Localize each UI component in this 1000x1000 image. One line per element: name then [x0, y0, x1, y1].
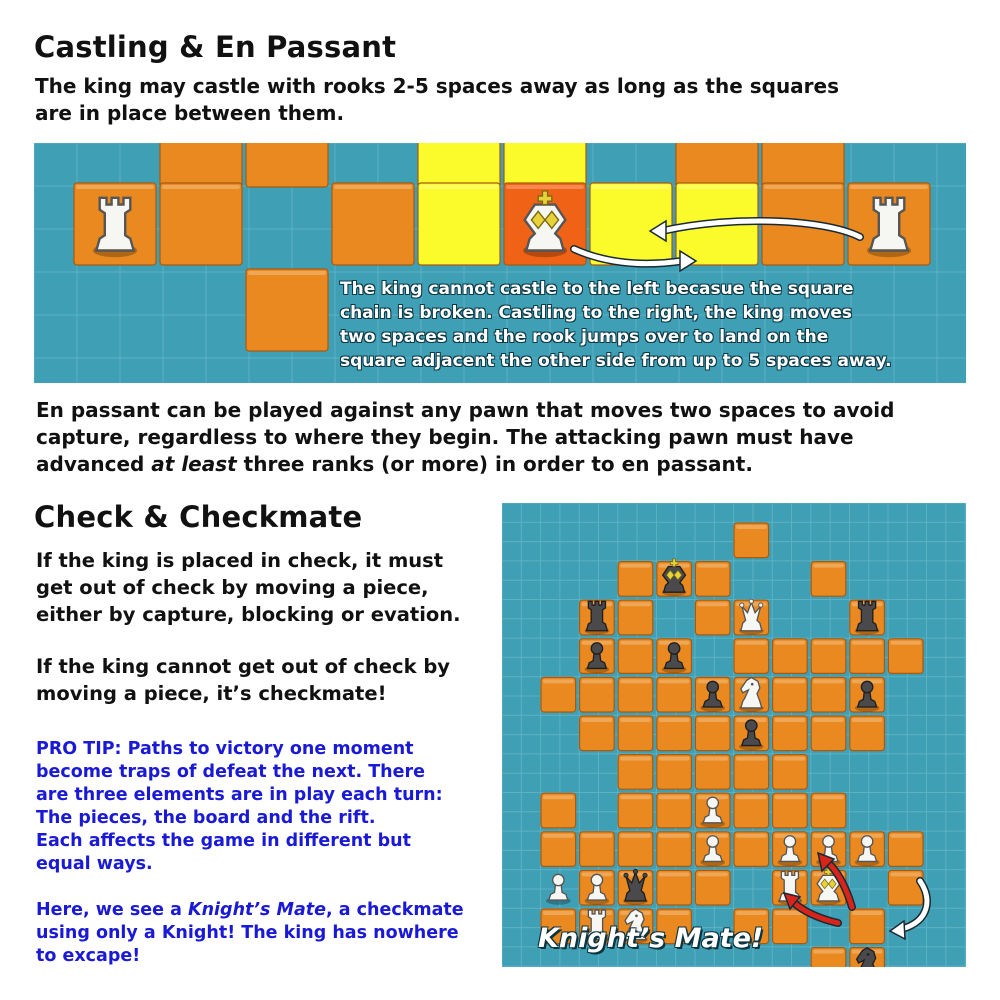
- board-square: [888, 639, 923, 674]
- board-square: [695, 562, 730, 597]
- board-square: [850, 716, 885, 751]
- board-square: [618, 793, 653, 828]
- board-square: [773, 716, 808, 751]
- board-square: [541, 832, 576, 867]
- board-square: [734, 523, 769, 558]
- board-square: [762, 143, 844, 187]
- emphasis-text: Knight’s Mate: [188, 900, 327, 920]
- board-square: [657, 793, 692, 828]
- checkmate-board: [502, 503, 966, 967]
- board-square: [418, 143, 500, 187]
- board-square: [504, 143, 586, 187]
- board-square: [811, 639, 846, 674]
- board-square: [618, 755, 653, 790]
- white-pawn-icon: [546, 874, 571, 904]
- board-square: [618, 562, 653, 597]
- caption-line: The king cannot castle to the left becasue the square: [340, 279, 854, 299]
- castling-intro: [35, 73, 839, 127]
- board-square: [734, 755, 769, 790]
- board-square: [618, 677, 653, 712]
- board-square: [590, 183, 672, 265]
- board-square: [734, 639, 769, 674]
- board-square: [418, 183, 500, 265]
- board-square: [811, 793, 846, 828]
- board-square: [618, 639, 653, 674]
- pro-tip-line: to excape!: [36, 946, 141, 966]
- board-square: [773, 793, 808, 828]
- board-square: [246, 269, 328, 351]
- emphasis-text: at least: [151, 452, 237, 476]
- board-square: [734, 793, 769, 828]
- board-square: [618, 600, 653, 635]
- board-square: [246, 143, 328, 187]
- board-square: [888, 832, 923, 867]
- pro-tip-line: become traps of defeat the next. There: [36, 762, 425, 782]
- pro-tip-line: using only a Knight! The king has nowhere: [36, 923, 459, 943]
- board-square: [811, 677, 846, 712]
- board-square: [773, 677, 808, 712]
- board-label: Knight’s Mate!: [538, 923, 764, 954]
- board-square: [580, 716, 615, 751]
- board-square: [811, 562, 846, 597]
- board-square: [811, 948, 846, 967]
- board-square: [541, 793, 576, 828]
- castling-heading: Castling & En Passant: [34, 30, 397, 64]
- board-square: [657, 677, 692, 712]
- board-square: [657, 870, 692, 905]
- castling-caption: [340, 277, 892, 373]
- board-square: [773, 909, 808, 944]
- pro-tip-line: The pieces, the board and the rift.: [36, 808, 376, 828]
- en-passant-text: [36, 397, 894, 478]
- castling-board: [34, 143, 966, 383]
- castling-intro-line: are in place between them.: [35, 101, 345, 125]
- checkmate-board-graphic: [502, 503, 966, 967]
- pro-tip-line: equal ways.: [36, 854, 153, 874]
- caption-line: chain is broken. Castling to the right, the king moves: [340, 303, 853, 323]
- board-square: [580, 677, 615, 712]
- board-square: [676, 143, 758, 187]
- check-paragraph-1: [36, 547, 461, 628]
- pro-tip-line: are three elements are in play each turn:: [36, 785, 443, 805]
- pro-tip: [36, 738, 464, 968]
- check-line: If the king is placed in check, it must: [36, 549, 444, 572]
- pro-tip-line: Each affects the game in different but: [36, 831, 411, 851]
- caption-line: two spaces and the rook jumps over to land on the: [340, 327, 829, 347]
- board-square: [657, 832, 692, 867]
- board-square: [160, 183, 242, 265]
- board-square: [695, 600, 730, 635]
- pro-tip-line: Here, we see a Knight’s Mate, a checkmate: [36, 900, 464, 920]
- board-square: [888, 870, 923, 905]
- pro-tip-line: PRO TIP: Paths to victory one moment: [36, 739, 414, 759]
- board-square: [773, 755, 808, 790]
- board-square: [695, 755, 730, 790]
- check-heading: Check & Checkmate: [34, 500, 363, 534]
- en-passant-line: advanced at least three ranks (or more) in order to en passant.: [36, 452, 753, 476]
- castling-intro-line: The king may castle with rooks 2-5 spaces away as long as the squares: [35, 74, 840, 98]
- board-square: [850, 909, 885, 944]
- board-square: [695, 870, 730, 905]
- board-square: [734, 832, 769, 867]
- en-passant-line: capture, regardless to where they begin. The attacking pawn must have: [36, 425, 854, 449]
- board-square: [773, 639, 808, 674]
- board-square: [657, 755, 692, 790]
- check-line: either by capture, blocking or evation.: [36, 603, 461, 626]
- check-line: If the king cannot get out of check by: [36, 655, 451, 678]
- board-square: [695, 716, 730, 751]
- board-square: [541, 677, 576, 712]
- board-square: [618, 716, 653, 751]
- board-square: [332, 183, 414, 265]
- caption-line: square adjacent the other side from up to 5 spaces away.: [340, 351, 892, 371]
- check-line: get out of check by moving a piece,: [36, 576, 429, 599]
- board-square: [580, 832, 615, 867]
- board-square: [657, 716, 692, 751]
- board-square: [160, 143, 242, 187]
- board-square: [811, 716, 846, 751]
- board-square: [850, 639, 885, 674]
- check-line: moving a piece, it’s checkmate!: [36, 682, 387, 705]
- en-passant-line: En passant can be played against any pawn that moves two spaces to avoid: [36, 398, 895, 422]
- board-square: [618, 832, 653, 867]
- check-paragraph-2: [36, 653, 450, 707]
